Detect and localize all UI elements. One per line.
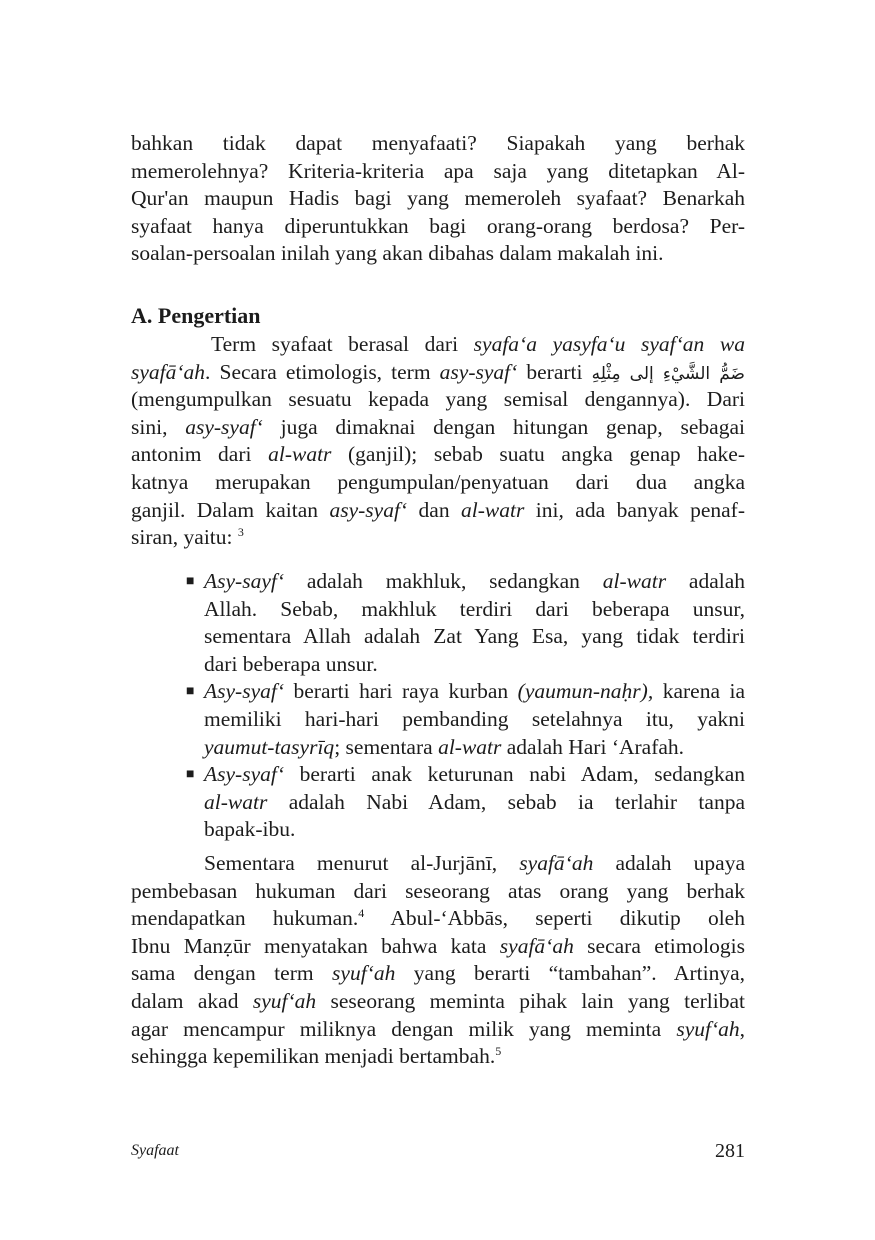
- text-run: karena ia: [653, 679, 745, 704]
- paragraph-line: [131, 850, 745, 878]
- text-run: adalah: [666, 569, 745, 593]
- italic-term: (yaumun-naḥr),: [517, 679, 654, 704]
- paragraph-line: [131, 905, 745, 933]
- bullet-square-icon: ■: [186, 684, 195, 700]
- text-run: Term syafaat berasal dari: [211, 332, 474, 356]
- list-item: [131, 568, 745, 596]
- paragraph-line: katnya merupakan pengumpulan/penyatuan dari dua angka: [131, 469, 745, 494]
- text-run: ada banyak penaf-: [563, 497, 746, 522]
- text-run: berarti: [517, 359, 592, 384]
- text-run: (ganjil); sebab suatu angka genap hake-: [331, 442, 746, 467]
- italic-term: syuf‘ah: [676, 1016, 740, 1041]
- footnote-marker: 5: [495, 1044, 502, 1059]
- paragraph-line: [131, 988, 745, 1016]
- text-run: juga dimaknai dengan hitungan genap, sebagai: [262, 414, 745, 439]
- paragraph-line: [131, 524, 745, 552]
- italic-term: ,: [558, 497, 564, 522]
- intro-line: soalan-persoalan inilah yang akan dibahas dalam makalah ini.: [131, 241, 664, 266]
- text-run: sehingga kepemilikan menjadi bertambah.: [131, 1044, 496, 1069]
- list-item-line: bapak-ibu.: [204, 817, 296, 842]
- jurjani-paragraph: [131, 850, 745, 1071]
- text-run: berarti anak keturunan nabi Adam, sedangkan: [284, 762, 745, 787]
- text-run: antonim dari: [131, 442, 269, 467]
- italic-term: syafā‘ah: [131, 359, 206, 384]
- text-run: agar mencampur miliknya dengan milik yang meminta: [131, 1016, 677, 1041]
- text-run: adalah makhluk, sedangkan: [284, 569, 603, 593]
- text-run: sama dengan term: [131, 961, 333, 986]
- running-title: Syafaat: [131, 1142, 179, 1159]
- text-run: yang berarti “tambahan”. Artinya,: [395, 961, 745, 986]
- italic-term: al-watr: [204, 789, 268, 814]
- paragraph-line: [131, 960, 745, 988]
- list-item-line: dari beberapa unsur.: [204, 651, 378, 676]
- text-run: ,: [739, 1016, 745, 1041]
- text-run: siran, yaitu:: [131, 525, 233, 550]
- bullet-square-icon: ■: [186, 767, 195, 783]
- italic-term: Asy-sayf‘: [204, 569, 284, 593]
- italic-term: al-watr: [602, 569, 667, 593]
- text-run: adalah upaya: [593, 851, 746, 875]
- italic-term: yaumut-tasyrīq: [204, 734, 335, 759]
- paragraph-line: [131, 414, 745, 442]
- italic-term: syafā‘ah: [499, 933, 574, 958]
- text-run: Ibnu Manẓūr menyatakan bahwa kata: [131, 933, 500, 958]
- text-run: Sementara menurut al-Jurjānī,: [204, 851, 520, 875]
- list-item: [131, 761, 745, 789]
- text-run: seseorang meminta pihak lain yang terlibat: [316, 988, 745, 1013]
- section-heading: A. Pengertian: [131, 303, 261, 328]
- paragraph-line: pembebasan hukuman dari seseorang atas orang yang berhak: [131, 878, 745, 903]
- italic-term: asy-syaf‘: [439, 359, 518, 384]
- page-number: 281: [715, 1140, 745, 1162]
- paragraph-line: [131, 441, 745, 469]
- italic-term: syuf‘ah: [332, 961, 396, 986]
- text-run: ; sementara: [334, 734, 439, 759]
- list-item-line: [131, 734, 745, 762]
- paragraph-line: [131, 497, 745, 525]
- arabic-phrase: ضَمُّ الشَّيْءِ إلى مِثْلِهِ: [591, 363, 745, 384]
- intro-paragraph: [131, 130, 745, 268]
- list-item: [131, 678, 745, 706]
- text-run: secara etimologis: [573, 933, 745, 958]
- text-run: sini,: [131, 414, 186, 439]
- italic-term: Asy-syaf‘: [204, 762, 284, 787]
- paragraph-line: (mengumpulkan sesuatu kepada yang semisal dengannya). Dari: [131, 387, 745, 412]
- italic-term: asy-syaf‘: [185, 414, 263, 439]
- intro-line: memerolehnya? Kriteria-kriteria apa saja yang ditetapkan Al-: [131, 158, 745, 183]
- text-run: adalah Hari ‘Arafah.: [501, 734, 685, 759]
- list-item-line: memiliki hari-hari pembanding setelahnya itu, yakni: [204, 706, 745, 731]
- intro-line: bahkan tidak dapat menyafaati? Siapakah yang berhak: [131, 131, 745, 155]
- footnote-marker: 3: [237, 525, 244, 540]
- paragraph-line: [131, 1016, 745, 1044]
- italic-term: al-watr: [438, 734, 502, 759]
- italic-term: asy-syaf‘: [329, 497, 408, 522]
- text-run: berarti hari raya kurban: [284, 679, 518, 704]
- paragraph-line: [131, 933, 745, 961]
- text-run: ganjil. Dalam kaitan: [131, 497, 330, 522]
- text-run: adalah Nabi Adam, sebab ia terlahir tanpa: [267, 789, 745, 814]
- footnote-marker: 4: [358, 906, 365, 921]
- intro-line: syafaat hanya diperuntukkan bagi orang-orang berdosa? Per-: [131, 213, 745, 238]
- text-run: . Secara etimologis, term: [205, 359, 440, 384]
- text-run: dalam akad: [131, 988, 253, 1013]
- text-run: Abul-‘Abbās, seperti dikutip oleh: [364, 906, 745, 931]
- page-footer: [131, 1138, 745, 1164]
- italic-term: al-watr: [268, 442, 332, 467]
- paragraph-line: [131, 1043, 745, 1071]
- text-run: mendapatkan hukuman.: [131, 906, 359, 931]
- italic-term: syuf‘ah: [252, 988, 317, 1013]
- italic-term: al-watr: [461, 497, 525, 522]
- paragraph-line: [131, 331, 745, 359]
- italic-term: syafā‘ah: [519, 851, 594, 875]
- list-item-line: Allah. Sebab, makhluk terdiri dari beberapa unsur,: [204, 596, 745, 621]
- interpretation-list: [131, 568, 745, 844]
- text-run: ini: [524, 497, 559, 522]
- definition-paragraph: [131, 331, 745, 552]
- text-run: dan: [407, 497, 462, 522]
- intro-line: Qur'an maupun Hadis bagi yang memeroleh syafaat? Benarkah: [131, 186, 745, 211]
- paragraph-line: [131, 359, 745, 387]
- bullet-square-icon: ■: [186, 574, 195, 589]
- italic-term: Asy-syaf‘: [204, 679, 284, 704]
- list-item-line: [131, 789, 745, 817]
- italic-term: syafa‘a yasyfa‘u syaf‘an wa: [473, 332, 745, 356]
- list-item-line: sementara Allah adalah Zat Yang Esa, yang tidak terdiri: [204, 624, 745, 649]
